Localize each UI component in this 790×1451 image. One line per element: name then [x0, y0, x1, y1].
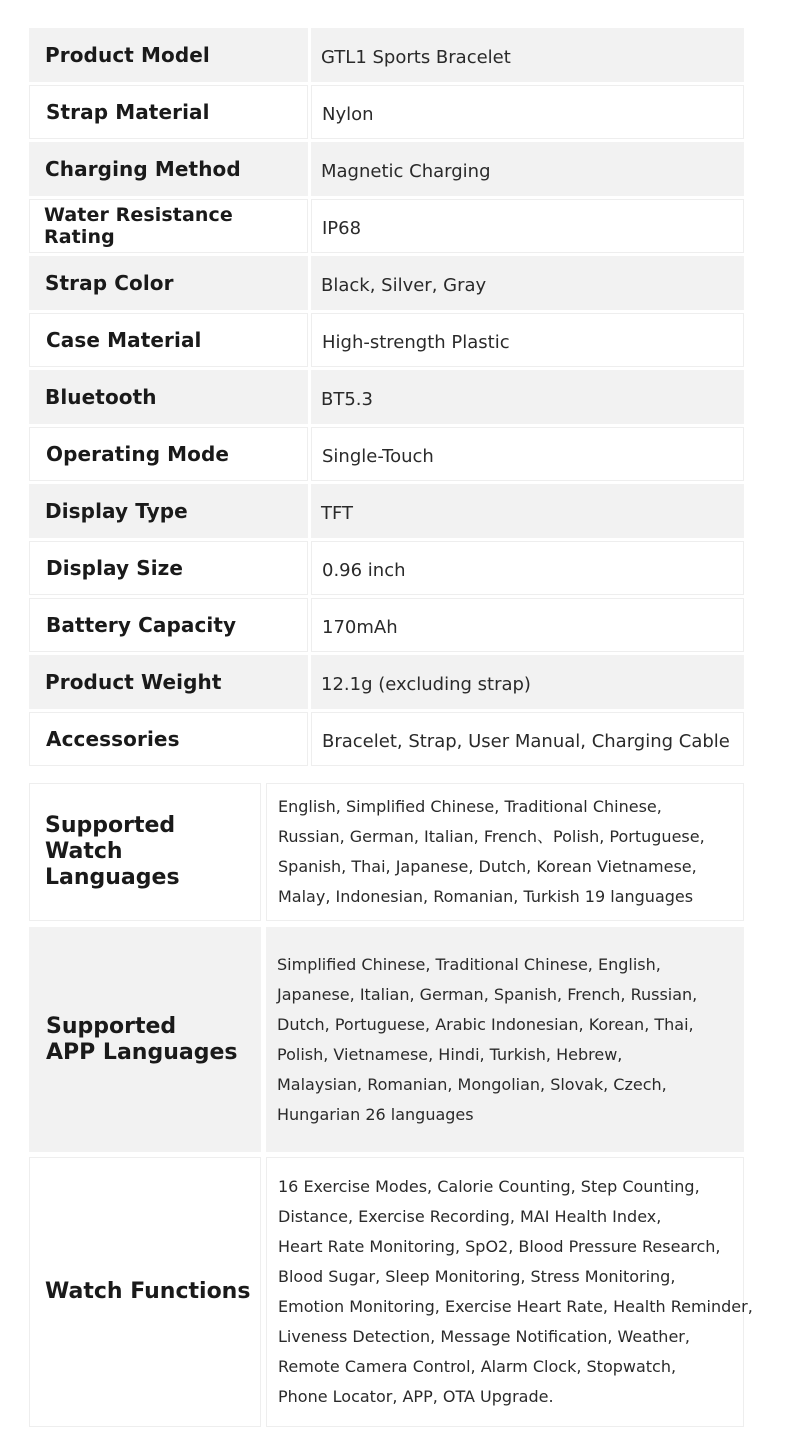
app-languages-label-line1: Supported: [46, 1013, 177, 1039]
watch-functions-label: [29, 1157, 261, 1427]
spec-row-accessories: [29, 712, 744, 766]
app-languages-line: Dutch, Portuguese, Arabic Indonesian, Korean, Thai,: [277, 1014, 694, 1034]
watch-languages-label: [29, 783, 261, 921]
spec-row-display-size: [29, 541, 744, 595]
spec-value: Bracelet, Strap, User Manual, Charging Cable: [311, 712, 744, 766]
spec-row-water-resistance: [29, 199, 744, 253]
spec-row-display-type: [29, 484, 744, 538]
spec-label: Display Type: [29, 484, 308, 538]
spec-label: Bluetooth: [29, 370, 308, 424]
watch-functions-line: Distance, Exercise Recording, MAI Health Index,: [278, 1207, 662, 1226]
spec-value: TFT: [311, 484, 744, 538]
spec-label: Water Resistance Rating: [29, 199, 308, 253]
spec-value: Single-Touch: [311, 427, 744, 481]
spec-value: 170mAh: [311, 598, 744, 652]
watch-languages-line: Malay, Indonesian, Romanian, Turkish 19 languages: [278, 887, 694, 906]
watch-languages-line: English, Simplified Chinese, Traditional Chinese,: [278, 797, 662, 816]
spec-label: Product Weight: [29, 655, 308, 709]
spec-value: Black, Silver, Gray: [311, 256, 744, 310]
spec-row-strap-material: [29, 85, 744, 139]
spec-row-operating-mode: [29, 427, 744, 481]
spec-row-product-weight: [29, 655, 744, 709]
app-languages-line: Japanese, Italian, German, Spanish, French, Russian,: [277, 984, 698, 1004]
watch-functions-line: 16 Exercise Modes, Calorie Counting, Step Counting,: [278, 1177, 700, 1196]
spec-label: Battery Capacity: [29, 598, 308, 652]
app-languages-line: Simplified Chinese, Traditional Chinese, English,: [277, 954, 661, 974]
spec-row-battery-capacity: [29, 598, 744, 652]
watch-functions-value: [266, 1157, 753, 1427]
watch-functions-line: Emotion Monitoring, Exercise Heart Rate, Health Reminder,: [278, 1297, 753, 1316]
spec-value: IP68: [311, 199, 744, 253]
watch-languages-label-line1: Supported: [45, 813, 176, 838]
spec-row-case-material: [29, 313, 744, 367]
spec-value: High-strength Plastic: [311, 313, 744, 367]
watch-functions-row: [29, 1157, 753, 1427]
spec-value: Nylon: [311, 85, 744, 139]
app-languages-row: [29, 927, 744, 1152]
spec-table: [29, 28, 744, 769]
watch-languages-label-line2: Watch Languages: [45, 839, 180, 890]
spec-row-charging-method: [29, 142, 744, 196]
spec-value: 12.1g (excluding strap): [311, 655, 744, 709]
watch-languages-line: Spanish, Thai, Japanese, Dutch, Korean Vietnamese,: [278, 857, 697, 876]
spec-label: Accessories: [29, 712, 308, 766]
watch-functions-line: Heart Rate Monitoring, SpO2, Blood Pressure Research,: [278, 1237, 721, 1256]
spec-value: 0.96 inch: [311, 541, 744, 595]
spec-label: Display Size: [29, 541, 308, 595]
spec-row-bluetooth: [29, 370, 744, 424]
spec-label: Strap Material: [29, 85, 308, 139]
app-languages-line: Hungarian 26 languages: [277, 1104, 474, 1124]
watch-languages-value: [266, 783, 744, 921]
spec-row-product-model: [29, 28, 744, 82]
spec-value: GTL1 Sports Bracelet: [311, 28, 744, 82]
watch-functions-line: Blood Sugar, Sleep Monitoring, Stress Monitoring,: [278, 1267, 676, 1286]
watch-functions-line: Phone Locator, APP, OTA Upgrade.: [278, 1387, 554, 1406]
app-languages-label-line2: APP Languages: [46, 1039, 238, 1065]
watch-languages-row: [29, 783, 744, 921]
spec-row-strap-color: [29, 256, 744, 310]
spec-value: Magnetic Charging: [311, 142, 744, 196]
spec-label: Strap Color: [29, 256, 308, 310]
spec-label: Case Material: [29, 313, 308, 367]
watch-functions-label-text: Watch Functions: [45, 1279, 251, 1304]
app-languages-line: Malaysian, Romanian, Mongolian, Slovak, Czech,: [277, 1074, 667, 1094]
spec-label: Operating Mode: [29, 427, 308, 481]
app-languages-line: Polish, Vietnamese, Hindi, Turkish, Hebrew,: [277, 1044, 623, 1064]
spec-label: Product Model: [29, 28, 308, 82]
watch-functions-line: Remote Camera Control, Alarm Clock, Stopwatch,: [278, 1357, 677, 1376]
spec-label: Charging Method: [29, 142, 308, 196]
spec-value: BT5.3: [311, 370, 744, 424]
watch-functions-line: Liveness Detection, Message Notification, Weather,: [278, 1327, 690, 1346]
app-languages-label: [29, 927, 261, 1152]
watch-languages-line: Russian, German, Italian, French、Polish, Portuguese,: [278, 827, 705, 846]
app-languages-value: [266, 927, 744, 1152]
